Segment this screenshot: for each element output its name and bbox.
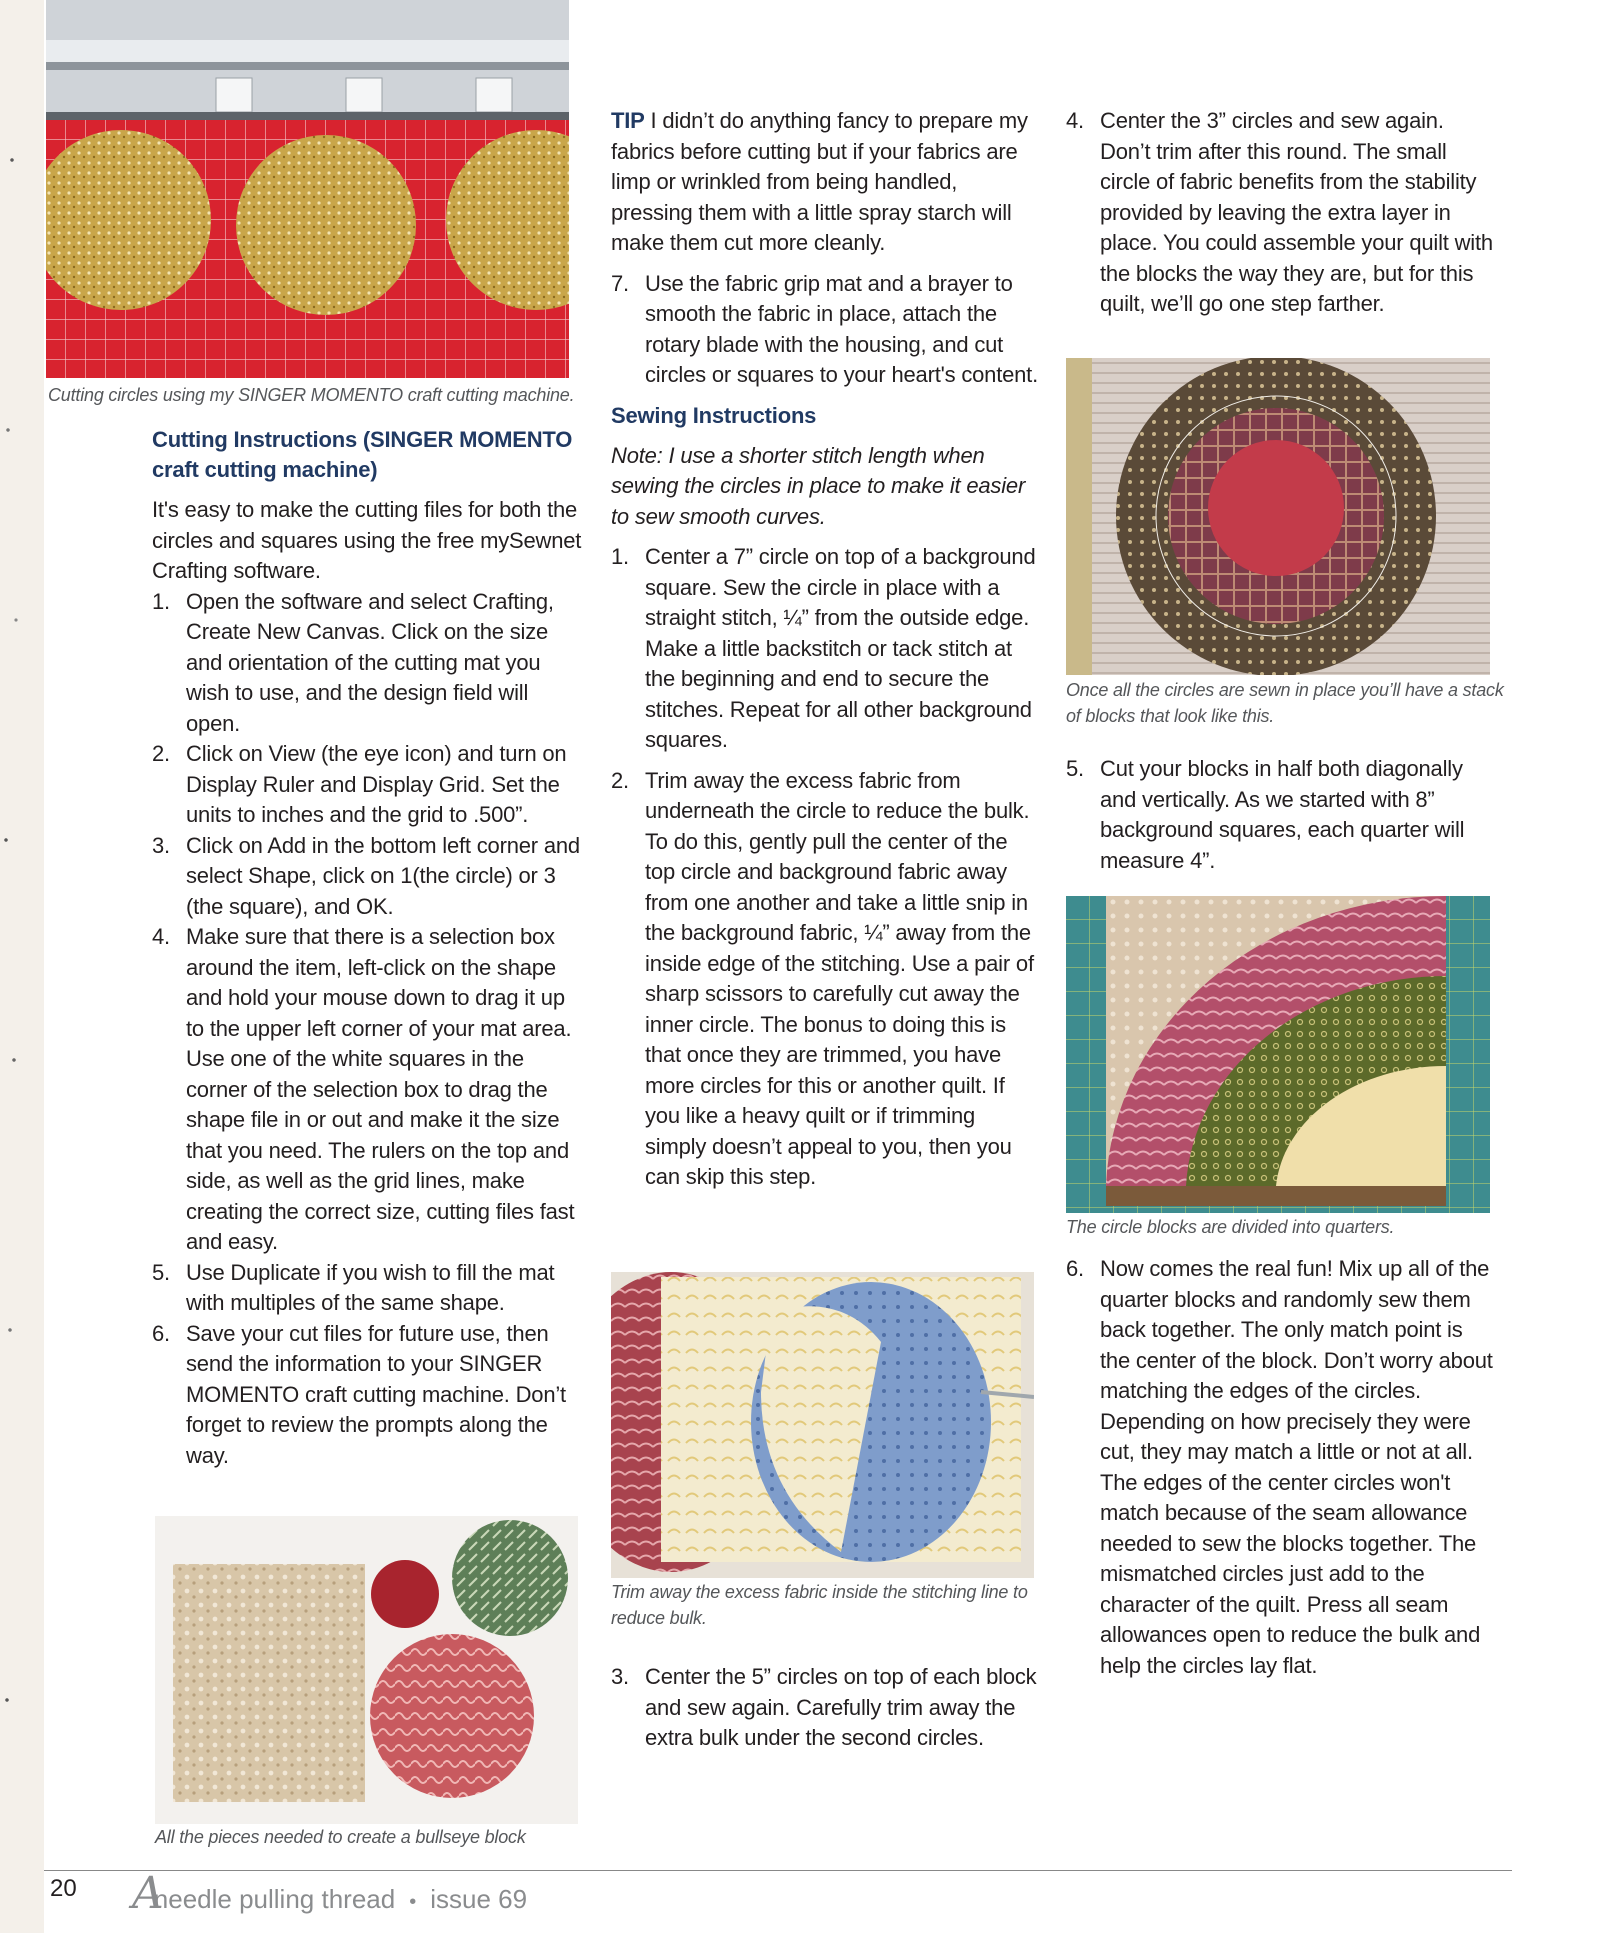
caption-quarters: The circle blocks are divided into quarters. [1066,1217,1395,1237]
brand-initial: A [132,1868,164,1919]
column-3-step-6 [1066,1254,1496,1681]
cutting-step-7 [611,269,1041,391]
sewing-step-6 [1066,1254,1496,1681]
tip-label: TIP [611,108,645,133]
brand-name: needle pulling thread [153,1884,396,1914]
list-item: 4. Center the 3” circles and sew again. Don’t trim after this round. The small circle of fabric benefits from the stability provided by leaving the extra layer in place. You could assemble your quilt with the blocks the way they are, but for this quilt, we’ll go one step farther. [1066,108,1493,316]
sewing-step-5 [1066,754,1496,876]
cutting-intro-paragraph: It's easy to make the cutting files for both the circles and squares using the free mySewnet Crafting software. [152,497,582,583]
list-item: 2. Click on View (the eye icon) and turn on Display Ruler and Display Grid. Set the units to inches and the grid to .500”. [152,741,567,827]
list-item: 6. Now comes the real fun! Mix up all of the quarter blocks and randomly sew them back together. The only match point is the center of the block. Don’t worry about matching the edges of the circles. Depending on how precisely they were cut, they may match a little or not at all. The edges of the center circles won't match because of the seam allowance needed to sew the blocks together. The mismatched circles just add to the character of the quilt. Press all seam allowances open to reduce the bulk and help the circles lay flat. [1066,1256,1493,1678]
caption-stack: Once all the circles are sewn in place you’ll have a stack of blocks that look like this. [1066,680,1504,726]
column-3 [1066,106,1496,320]
bullseye-pieces-photo [155,1516,578,1824]
page-edge-texture [0,0,44,1933]
list-item: 5. Use Duplicate if you wish to fill the mat with multiples of the same shape. [152,1259,555,1315]
list-item: 1. Open the software and select Crafting, Create New Canvas. Click on the size and orientation of the cutting mat you wish to use, and the design field will open. [152,588,554,736]
cutting-instructions-heading: Cutting Instructions (SINGER MOMENTO craft cutting machine) [152,427,573,482]
sewing-step-3 [611,1662,1041,1754]
column-3-step-5 [1066,754,1496,876]
list-item: 1. Center a 7” circle on top of a background square. Sew the circle in place with a straight stitch, ¼” from the outside edge. Make a little backstitch or tack stitch at the beginning and end to secure the stitches. Repeat for all other background squares. [611,544,1036,752]
quarter-blocks-photo [1066,896,1490,1213]
list-item: 6. Save your cut files for future use, then send the information to your SINGER MOMENTO craft cutting machine. Don’t forget to review the prompts along the way. [152,1320,566,1468]
stacked-blocks-photo [1066,358,1490,675]
issue-number: issue 69 [430,1884,528,1914]
page-number: 20 [50,1875,77,1902]
note-paragraph: Note: I use a shorter stitch length when sewing the circles in place to make it easier to sew smooth curves. [611,442,1026,529]
caption-cutting-machine: Cutting circles using my SINGER MOMENTO craft cutting machine. [48,385,575,405]
column-2-continued [611,1662,1041,1754]
brand-separator: • [409,1891,417,1913]
publication-brand [132,1868,527,1919]
sewing-steps-list [611,542,1041,1193]
column-2 [611,106,1041,1203]
column-1 [152,425,582,1471]
list-item: 2. Trim away the excess fabric from underneath the circle to reduce the bulk. To do this, gently pull the center of the top circle and background fabric away from one another and take a little snip in the background fabric, ¼” away from the inside edge of the stitching. Use a pair of sharp scissors to carefully cut away the inner circle. The bonus to doing this is that once they are trimmed, you have more circles for this or another quilt. If you like a heavy quilt or if trimming simply doesn’t appeal to you, then you can skip this step. [611,767,1034,1189]
list-item: 3. Click on Add in the bottom left corner and select Shape, click on 1(the circle) or 3 (the square), and OK. [152,832,580,919]
list-item: 5. Cut your blocks in half both diagonally and vertically. As we started with 8” background squares, each quarter will measure 4”. [1066,756,1465,873]
sewing-step-4 [1066,106,1496,320]
cutting-machine-photo [46,0,569,378]
list-item: 3. Center the 5” circles on top of each block and sew again. Carefully trim away the extra bulk under the second circles. [611,1664,1037,1750]
list-item: 4. Make sure that there is a selection box around the item, left-click on the shape and hold your mouse down to drag it up to the upper left corner of your mat area. Use one of the white squares in the corner of the selection box to drag the shape file in or out and make it the size that you need. The rulers on the top and side, as well as the grid lines, make creating the correct size, cutting files fast and easy. [152,924,575,1254]
sewing-instructions-heading: Sewing Instructions [611,402,817,428]
tip-paragraph: TIP I didn’t do anything fancy to prepare my fabrics before cutting but if your fabrics are limp or wrinkled from being handled, pressing them with a little spray starch will make them cut more cleanly. [611,108,1028,255]
trim-fabric-photo [611,1272,1034,1578]
caption-trim: Trim away the excess fabric inside the stitching line to reduce bulk. [611,1582,1028,1628]
list-item: 7. Use the fabric grip mat and a brayer to smooth the fabric in place, attach the rotary blade with the housing, and cut circles or squares to your heart's content. [611,270,1039,387]
caption-pieces: All the pieces needed to create a bullseye block [155,1827,526,1847]
cutting-steps-list [152,587,582,1472]
